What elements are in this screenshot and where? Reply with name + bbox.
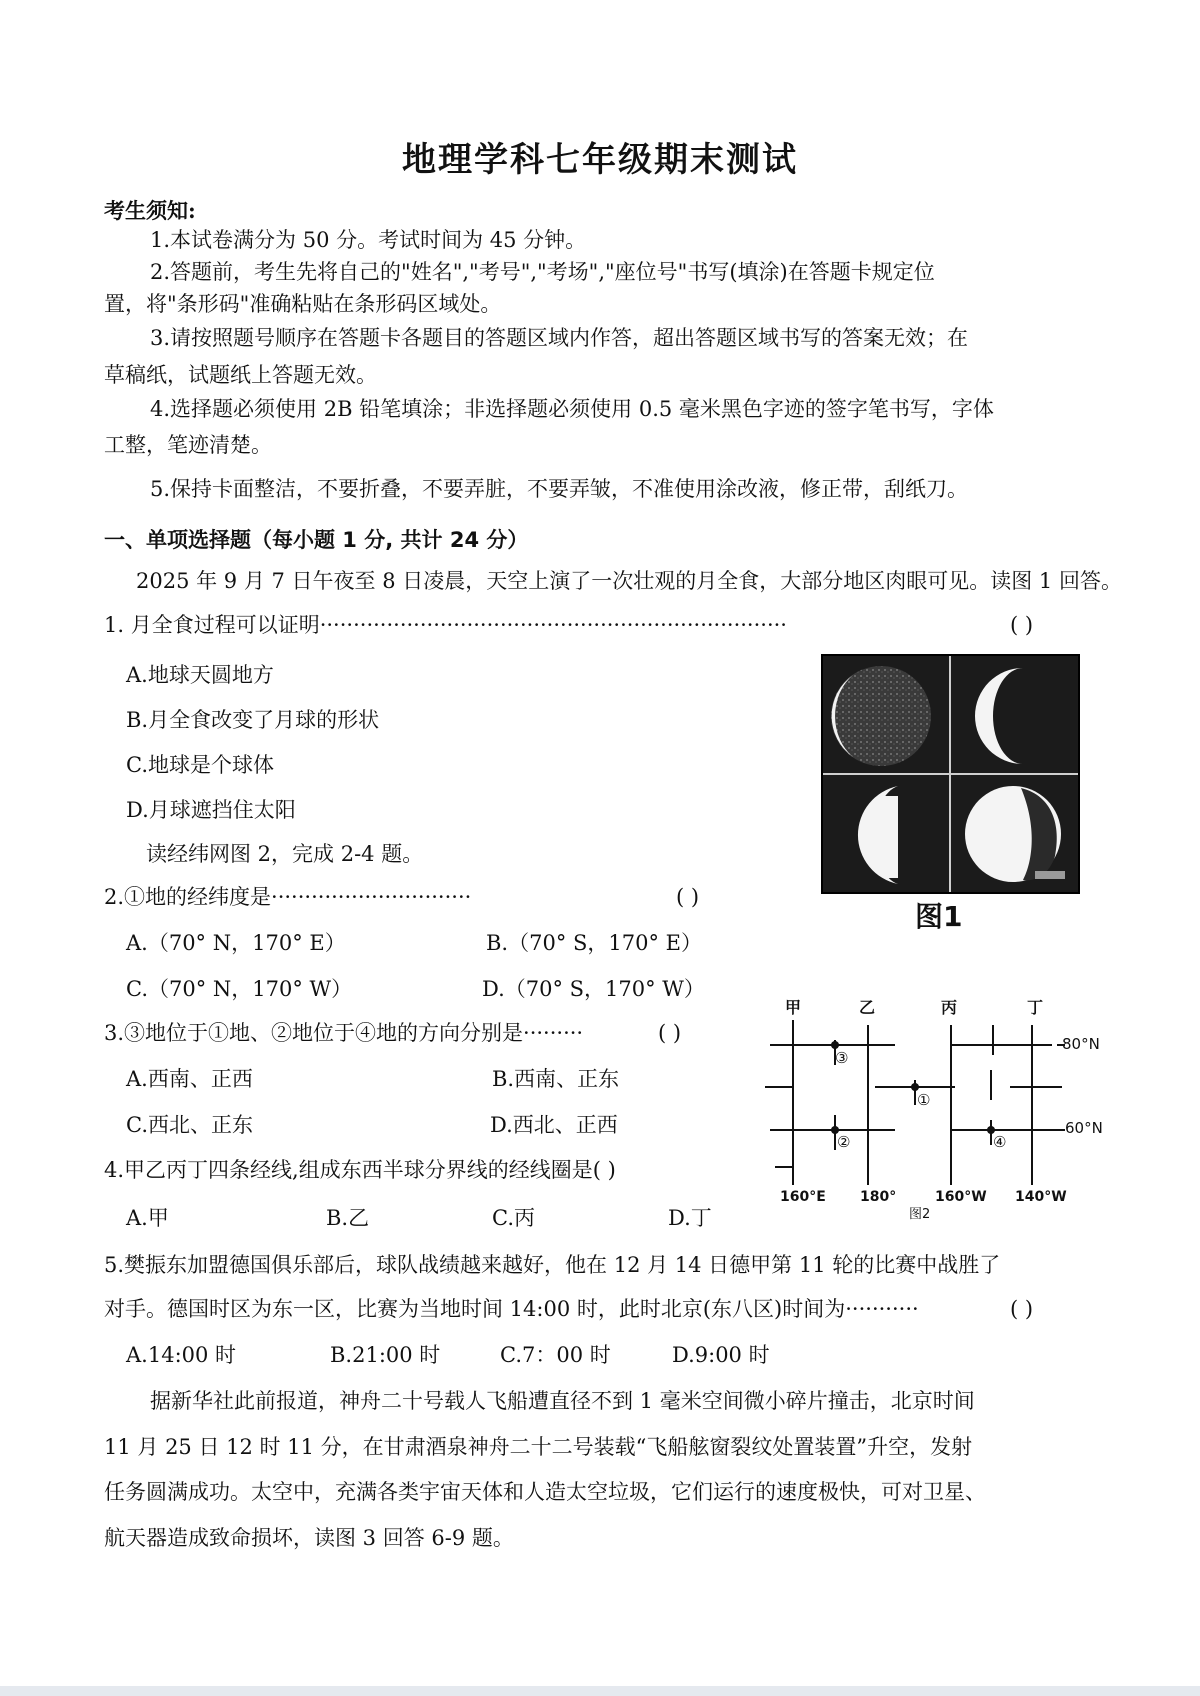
answer-bracket[interactable]: ( ): [658, 1021, 682, 1045]
option-d: D.月球遮挡住太阳: [126, 798, 296, 822]
notice-item: 3.请按照题号顺序在答题卡各题目的答题区域内作答，超出答题区域书写的答案无效；在: [150, 326, 969, 350]
option-a: A.14:00 时: [126, 1343, 237, 1367]
answer-bracket[interactable]: ( ): [676, 885, 700, 909]
answer-bracket[interactable]: ( ): [1010, 613, 1034, 637]
figure-2-graticule: [765, 995, 1105, 1220]
option-b: B.月全食改变了月球的形状: [126, 708, 380, 732]
figure-1-lunar-eclipse: [821, 654, 1080, 894]
question-1-stem: 1. 月全食过程可以证明······································································: [104, 613, 787, 637]
option-a: A.地球天圆地方: [126, 663, 274, 687]
longitude-label: 140°W: [1015, 1189, 1067, 1205]
notice-item: 1.本试卷满分为 50 分。考试时间为 45 分钟。: [150, 228, 587, 252]
option-a: A.西南、正西: [126, 1067, 253, 1091]
graticule-point: [911, 1083, 919, 1091]
section-intro: 2025 年 9 月 7 日午夜至 8 日凌晨，天空上演了一次壮观的月全食，大部分地区肉眼可见。读图 1 回答。: [136, 569, 1122, 593]
option-b: B.乙: [326, 1206, 370, 1230]
latitude-label: 80°N: [1062, 1035, 1100, 1053]
read-fig2-instruction: 读经纬网图 2，完成 2-4 题。: [146, 842, 424, 866]
longitude-label: 180°: [860, 1189, 897, 1205]
moon-phase-2: [975, 668, 1023, 764]
question-5-line1: 5.樊振东加盟德国俱乐部后，球队战绩越来越好，他在 12 月 14 日德甲第 11 轮的比赛中战胜了: [104, 1253, 1001, 1277]
notice-item: 4.选择题必须使用 2B 铅笔填涂；非选择题必须使用 0.5 毫米黑色字迹的签字笔书写，字体: [150, 397, 994, 421]
question-3-stem: 3.③地位于①地、②地位于④地的方向分别是·········: [104, 1021, 584, 1045]
graticule-point: [831, 1041, 839, 1049]
option-c: C.西北、正东: [126, 1113, 253, 1137]
option-c: C.丙: [492, 1206, 535, 1230]
notice-item: 置，将"条形码"准确粘贴在条形码区域处。: [104, 292, 502, 316]
point-label: ④: [993, 1133, 1007, 1151]
option-b: B.21:00 时: [330, 1343, 441, 1367]
meridian-label: 丁: [1027, 998, 1044, 1017]
notice-item: 2.答题前，考生先将自己的"姓名","考号","考场","座位号"书写(填涂)在答题卡规定位: [150, 260, 935, 284]
passage-line: 据新华社此前报道，神舟二十号载人飞船遭直径不到 1 毫米空间微小碎片撞击，北京时间: [150, 1389, 975, 1413]
meridian-label: 甲: [785, 998, 802, 1017]
option-b: B.西南、正东: [492, 1067, 620, 1091]
passage-line: 任务圆满成功。太空中，充满各类宇宙天体和人造太空垃圾，它们运行的速度极快，可对卫星、: [104, 1480, 986, 1504]
notice-heading: 考生须知:: [104, 198, 196, 223]
option-c: C.（70° N，170° W）: [126, 977, 353, 1001]
latitude-label: 60°N: [1065, 1119, 1103, 1137]
meridian-label: 乙: [859, 998, 876, 1017]
point-label: ①: [917, 1091, 931, 1109]
moon-phase-3: [858, 786, 901, 884]
question-5-line2: 对手。德国时区为东一区，比赛为当地时间 14:00 时，此时北京(东八区)时间为···········: [104, 1297, 919, 1321]
scan-bottom-edge: [0, 1686, 1200, 1696]
option-a: A.（70° N，170° E）: [126, 931, 346, 955]
question-2-stem: 2.①地的经纬度是······························: [104, 885, 472, 909]
option-d: D.（70° S，170° W）: [482, 977, 705, 1001]
point-label: ②: [837, 1133, 851, 1151]
meridian-label: 丙: [941, 998, 958, 1017]
point-label: ③: [835, 1049, 849, 1067]
option-d: D.西北、正西: [490, 1113, 618, 1137]
answer-bracket[interactable]: ( ): [1010, 1297, 1034, 1321]
option-c: C.地球是个球体: [126, 753, 274, 777]
longitude-label: 160°E: [780, 1189, 826, 1205]
longitude-label: 160°W: [935, 1189, 987, 1205]
moon-phase-4: [965, 786, 1065, 882]
option-d: D.丁: [668, 1206, 712, 1230]
option-b: B.（70° S，170° E）: [486, 931, 702, 955]
notice-item: 工整，笔迹清楚。: [104, 433, 272, 457]
passage-line: 航天器造成致命损坏，读图 3 回答 6-9 题。: [104, 1526, 514, 1550]
notice-item: 草稿纸，试题纸上答题无效。: [104, 363, 377, 387]
page-title: 地理学科七年级期末测试: [402, 140, 798, 180]
figure-2-caption: 图2: [909, 1207, 931, 1222]
moon-phase-1: [831, 666, 931, 766]
option-c: C.7：00 时: [500, 1343, 611, 1367]
section-heading: 一、单项选择题（每小题 1 分, 共计 24 分）: [104, 528, 529, 552]
option-a: A.甲: [126, 1206, 169, 1230]
figure-1-caption: 图1: [915, 900, 963, 933]
notice-item: 5.保持卡面整洁，不要折叠，不要弄脏，不要弄皱，不准使用涂改液，修正带，刮纸刀。: [150, 477, 969, 501]
question-4-stem: 4.甲乙丙丁四条经线,组成东西半球分界线的经线圈是( ): [104, 1158, 616, 1182]
option-d: D.9:00 时: [672, 1343, 770, 1367]
passage-line: 11 月 25 日 12 时 11 分，在甘肃酒泉神舟二十二号装载“飞船舷窗裂纹处置装置”升空，发射: [104, 1435, 973, 1459]
